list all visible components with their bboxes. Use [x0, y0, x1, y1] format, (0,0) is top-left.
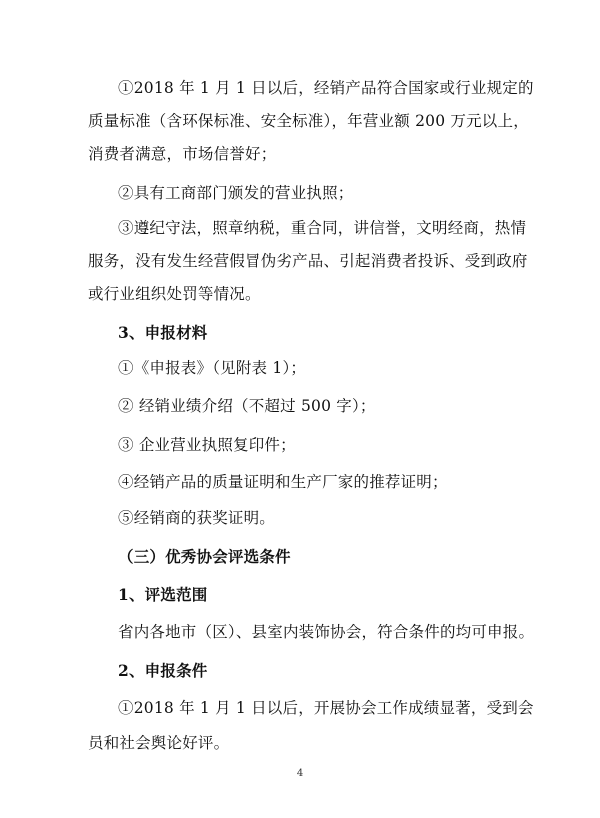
paragraph-line: 服务，没有发生经营假冒伪劣产品、引起消费者投诉、受到政府: [88, 252, 528, 270]
page-number: 4: [296, 768, 304, 779]
section-heading: 3、申报材料: [118, 323, 208, 342]
paragraph-line: ①2018 年 1 月 1 日以后，经销产品符合国家或行业规定的: [118, 79, 534, 97]
paragraph-line: 或行业组织处罚等情况。: [88, 285, 261, 303]
paragraph-line: 消费者满意，市场信誉好；: [88, 145, 277, 163]
section-heading: 2、申报条件: [118, 661, 208, 680]
list-item: ④经销产品的质量证明和生产厂家的推荐证明；: [118, 473, 448, 491]
paragraph-line: ①2018 年 1 月 1 日以后，开展协会工作成绩显著，受到会: [118, 699, 534, 717]
paragraph-line: ②具有工商部门颁发的营业执照；: [118, 184, 354, 202]
section-heading: （三）优秀协会评选条件: [118, 547, 291, 566]
list-item: ③ 企业营业执照复印件；: [118, 436, 296, 454]
list-item: ①《申报表》（见附表 1）；: [118, 359, 307, 377]
paragraph-line: ③遵纪守法，照章纳税，重合同，讲信誉，文明经商，热情: [118, 219, 527, 237]
list-item: ⑤经销商的获奖证明。: [118, 509, 276, 527]
section-heading: 1、评选范围: [118, 585, 208, 604]
list-item: ② 经销业绩介绍（不超过 500 字）；: [118, 397, 376, 415]
paragraph-line: 省内各地市（区）、县室内装饰协会，符合条件的均可申报。: [118, 623, 535, 641]
paragraph-line: 质量标准（含环保标准、安全标准），年营业额 200 万元以上，: [88, 112, 529, 130]
paragraph-line: 员和社会舆论好评。: [88, 734, 230, 752]
